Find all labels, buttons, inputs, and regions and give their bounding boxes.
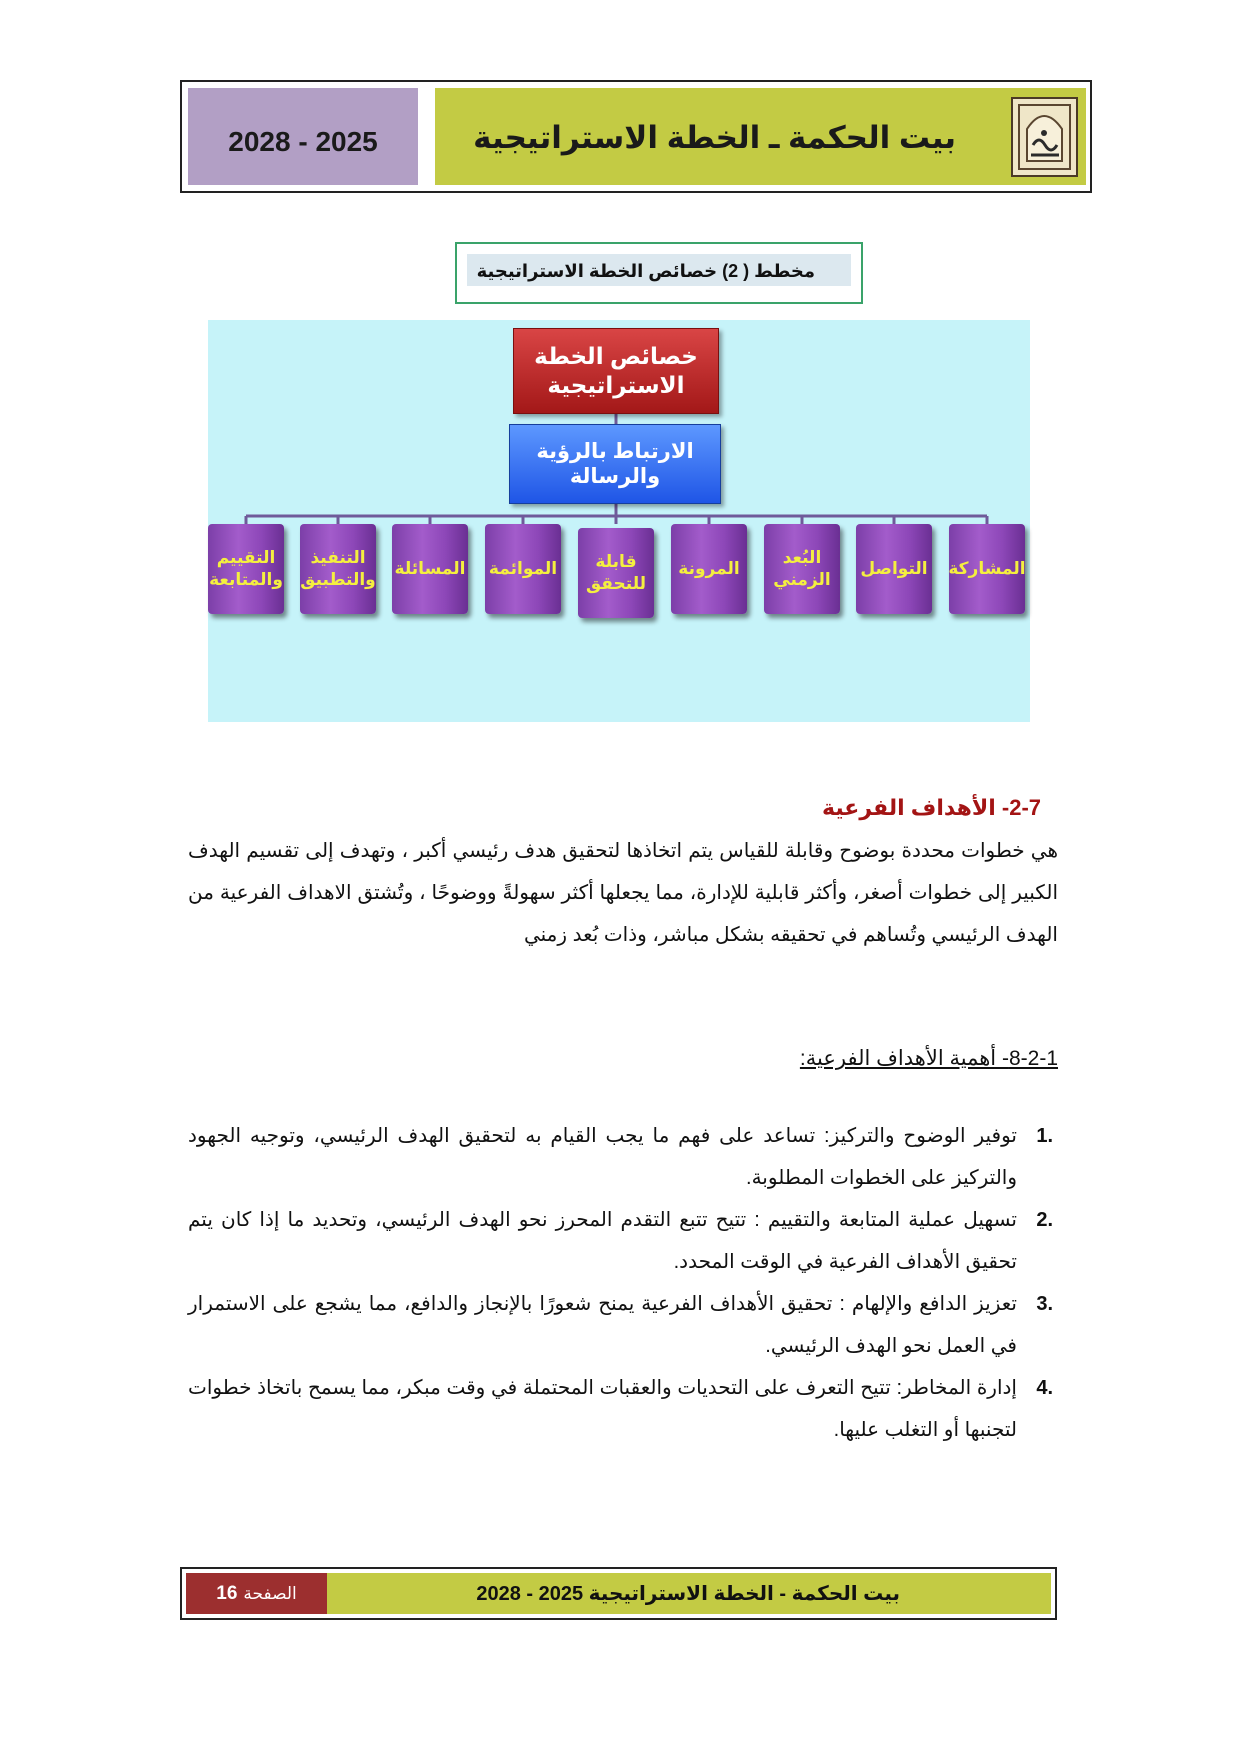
leaf-implementation: التنفيذ والتطبيق	[300, 524, 376, 614]
root-node: خصائص الخطة الاستراتيجية	[513, 328, 719, 414]
characteristics-diagram	[208, 320, 1030, 722]
list-text: إدارة المخاطر: تتيح التعرف على التحديات والعقبات المحتملة في وقت مبكر، مما يسمح باتخاذ خطوات لتجنبها أو التغلب عليها.	[188, 1377, 1017, 1441]
page-footer	[180, 1567, 1057, 1620]
plan-years: 2028 - 2025	[228, 126, 378, 157]
diagram-caption: مخطط ( 2) خصائص الخطة الاستراتيجية	[476, 261, 815, 281]
leaf-flexibility: المرونة	[671, 524, 747, 614]
list-text: تعزيز الدافع والإلهام : تحقيق الأهداف الفرعية يمنح شعورًا بالإنجاز والدافع، مما يشجع على الاستمرار في العمل نحو الهدف الرئيسي.	[188, 1293, 1017, 1357]
leaf-evaluation: التقييم والمتابعة	[208, 524, 284, 614]
list-item	[188, 1199, 1053, 1283]
list-item	[188, 1115, 1053, 1199]
diagram-caption-box	[455, 242, 863, 304]
title-band	[435, 88, 1086, 185]
leaf-communication: التواصل	[856, 524, 932, 614]
list-number: .1	[1036, 1125, 1053, 1147]
leaf-participation: المشاركة	[949, 524, 1025, 614]
leaf-alignment: الموائمة	[485, 524, 561, 614]
list-number: .4	[1036, 1377, 1053, 1399]
page-number: 16	[216, 1582, 238, 1604]
header-title: بيت الحكمة ـ الخطة الاستراتيجية	[473, 120, 956, 155]
list-number: .2	[1036, 1209, 1053, 1231]
subsection-heading: 8-2-1- أهمية الأهداف الفرعية:	[799, 1047, 1058, 1070]
page-number-box	[186, 1573, 327, 1614]
importance-list	[188, 1115, 1053, 1451]
vision-mission-node: الارتباط بالرؤية والرسالة	[509, 424, 721, 504]
section-paragraph: هي خطوات محددة بوضوح وقابلة للقياس يتم اتخاذها لتحقيق هدف رئيسي أكبر ، وتهدف إلى تقسيم الهدف الكبير إلى خطوات أصغر، وأكثر قابلية للإدارة، مما يجعلها أكثر سهولةً ووضوحًا ، وتُشتق الاهداف الفرعية من الهدف الرئيسي وتُساهم في تحقيقه بشكل مباشر، وذات بُعد زمني	[188, 840, 1058, 946]
leaf-achievable: قابلة للتحقق	[578, 528, 654, 618]
page-label: الصفحة	[243, 1583, 297, 1603]
page-header	[180, 80, 1092, 193]
list-item	[188, 1367, 1053, 1451]
list-number: .3	[1036, 1293, 1053, 1315]
leaf-accountability: المسائلة	[392, 524, 468, 614]
footer-title: بيت الحكمة - الخطة الاستراتيجية 2025 - 2028	[476, 1583, 900, 1605]
leaf-time-dimension: البُعد الزمني	[764, 524, 840, 614]
list-item	[188, 1283, 1053, 1367]
section-heading: 2-7- الأهداف الفرعية	[821, 795, 1041, 820]
years-panel	[188, 88, 418, 185]
list-text: توفير الوضوح والتركيز: تساعد على فهم ما يجب القيام به لتحقيق الهدف الرئيسي، وتوجيه الجهود والتركيز على الخطوات المطلوبة.	[188, 1125, 1017, 1189]
institution-logo-icon	[1011, 97, 1078, 177]
list-text: تسهيل عملية المتابعة والتقييم : تتيح تتبع التقدم المحرز نحو الهدف الرئيسي، وتحديد ما إذا كان يتم تحقيق الأهداف الفرعية في الوقت المحدد.	[188, 1209, 1017, 1273]
